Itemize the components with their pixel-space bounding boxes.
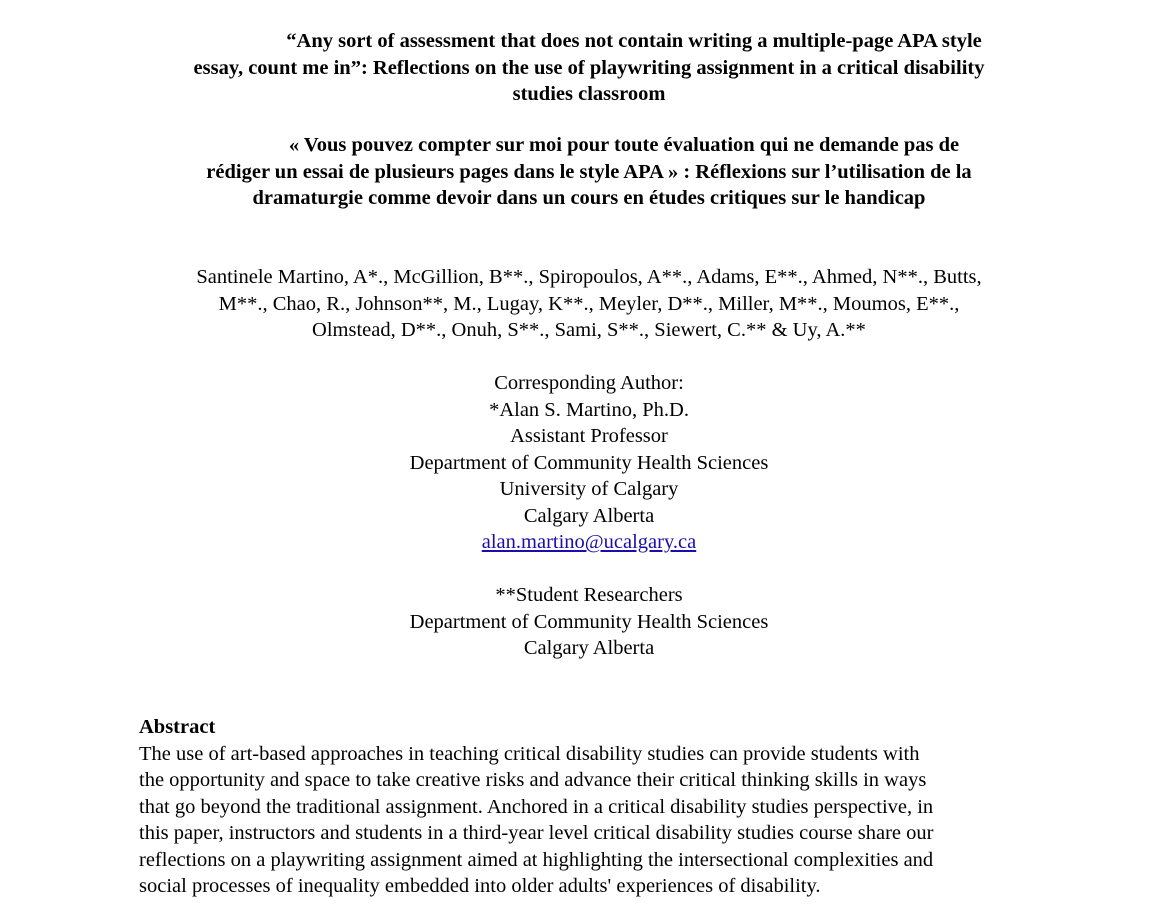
title-english: [139, 28, 1039, 108]
email-link[interactable]: alan.martino@ucalgary.ca: [481, 531, 697, 553]
title-french: [139, 132, 1039, 212]
title-french-line: dramaturgie comme devoir dans un cours en études critiques sur le handicap: [252, 187, 926, 209]
corresponding-author-department: Department of Community Health Sciences: [409, 451, 769, 474]
abstract-line: the opportunity and space to take creative risks and advance their critical thinking skills in ways: [139, 769, 927, 791]
abstract-line: social processes of inequality embedded into older adults' experiences of disability.: [139, 875, 821, 897]
abstract-line: this paper, instructors and students in a third-year level critical disability studies course share our: [139, 822, 934, 844]
title-french-line: « Vous pouvez compter sur moi pour toute évaluation qui ne demande pas de: [288, 134, 960, 156]
corresponding-author-location: Calgary Alberta: [523, 504, 655, 527]
student-researchers-block: [139, 582, 1039, 662]
abstract-line: reflections on a playwriting assignment aimed at highlighting the intersectional complexities and: [139, 848, 934, 871]
title-french-line: rédiger un essai de plusieurs pages dans le style APA » : Réflexions sur l’utilisation de la: [206, 160, 972, 183]
abstract-line: that go beyond the traditional assignment. Anchored in a critical disability studies perspective, in: [139, 795, 934, 818]
author-list: [139, 264, 1039, 344]
abstract-heading: Abstract: [139, 716, 216, 738]
student-researchers-location: Calgary Alberta: [523, 637, 655, 659]
corresponding-author-label: Corresponding Author:: [494, 372, 684, 394]
title-english-line: studies classroom: [512, 83, 666, 105]
corresponding-author-position: Assistant Professor: [510, 425, 668, 447]
student-researchers-department: Department of Community Health Sciences: [409, 610, 769, 633]
abstract-line: The use of art-based approaches in teaching critical disability studies can provide students with: [139, 742, 920, 765]
corresponding-author-name: *Alan S. Martino, Ph.D.: [489, 398, 689, 421]
abstract-section: [139, 714, 1039, 900]
abstract-body: [139, 741, 1039, 900]
title-english-line: “Any sort of assessment that does not contain writing a multiple-page APA style: [286, 30, 982, 52]
corresponding-author-university: University of Calgary: [499, 478, 679, 500]
author-list-line: M**., Chao, R., Johnson**, M., Lugay, K**., Meyler, D**., Miller, M**., Moumos, E**.,: [218, 292, 960, 315]
author-list-line: Santinele Martino, A*., McGillion, B**., Spiropoulos, A**., Adams, E**., Ahmed, N**., Butts,: [196, 266, 982, 288]
title-english-line: essay, count me in”: Reflections on the use of playwriting assignment in a critical disability: [193, 56, 985, 79]
student-researchers-label: **Student Researchers: [495, 584, 683, 606]
author-list-line: Olmstead, D**., Onuh, S**., Sami, S**., Siewert, C.** & Uy, A.**: [312, 319, 866, 341]
corresponding-author-block: [139, 370, 1039, 556]
